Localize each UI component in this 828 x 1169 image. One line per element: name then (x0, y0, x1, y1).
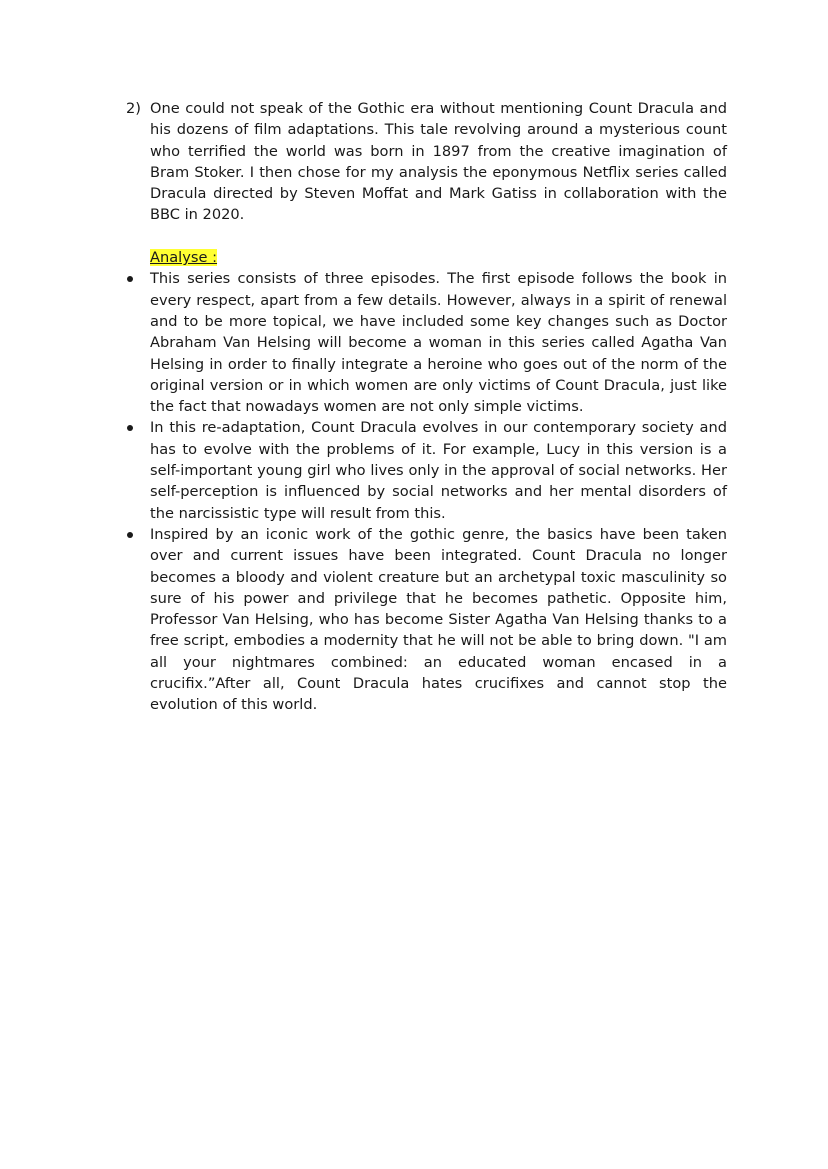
bullet-dot-icon (126, 417, 150, 438)
analyse-heading-row (126, 247, 727, 268)
bullet-dot-icon (126, 524, 150, 545)
document-body (126, 98, 727, 716)
analysis-bullet-list (126, 268, 727, 715)
bullet-text: Inspired by an iconic work of the gothic genre, the basics have been taken over and current issues have been integrated. Count Dracula no longer becomes a bloody and violent creature but an archetypal toxic masculinity so sure of his power and privilege that he becomes pathetic. Opposite him, Professor Van Helsing, who has become Sister Agatha Van Helsing thanks to a free script, embodies a modernity that he will not be able to bring down. "I am all your nightmares combined: an educated woman encased in a crucifix.”After all, Count Dracula hates crucifixes and cannot stop the evolution of this world. (150, 525, 727, 714)
analyse-heading: Analyse : (150, 249, 218, 267)
intro-paragraph: One could not speak of the Gothic era without mentioning Count Dracula and his dozens of film adaptations. This tale revolving around a mysterious count who terrified the world was born in 1897 from the creative imagination of Bram Stoker. I then chose for my analysis the eponymous Netflix series called Dracula directed by Steven Moffat and Mark Gatiss in collaboration with the BBC in 2020. (150, 100, 727, 224)
bullet-text: This series consists of three episodes. The first episode follows the book in every respect, apart from a few details. However, always in a spirit of renewal and to be more topical, we have included some key changes such as Doctor Abraham Van Helsing will become a woman in this series called Agatha Van Helsing in order to finally integrate a heroine who goes out of the norm of the original version or in which women are only victims of Count Dracula, just like the fact that nowadays women are not only simple victims. (150, 270, 727, 416)
bullet-dot-icon (126, 268, 150, 289)
paragraph-gap (126, 226, 727, 247)
list-item (126, 417, 727, 523)
bullet-text: In this re-adaptation, Count Dracula evolves in our contemporary society and has to evolve with the problems of it. For example, Lucy in this version is a self-important young girl who lives only in the approval of social networks. Her self-perception is influenced by social networks and her mental disorders of the narcissistic type will result from this. (150, 419, 727, 522)
section-number: 2) (126, 100, 141, 117)
numbered-paragraph (126, 98, 727, 226)
list-item (126, 524, 727, 716)
list-item (126, 268, 727, 417)
